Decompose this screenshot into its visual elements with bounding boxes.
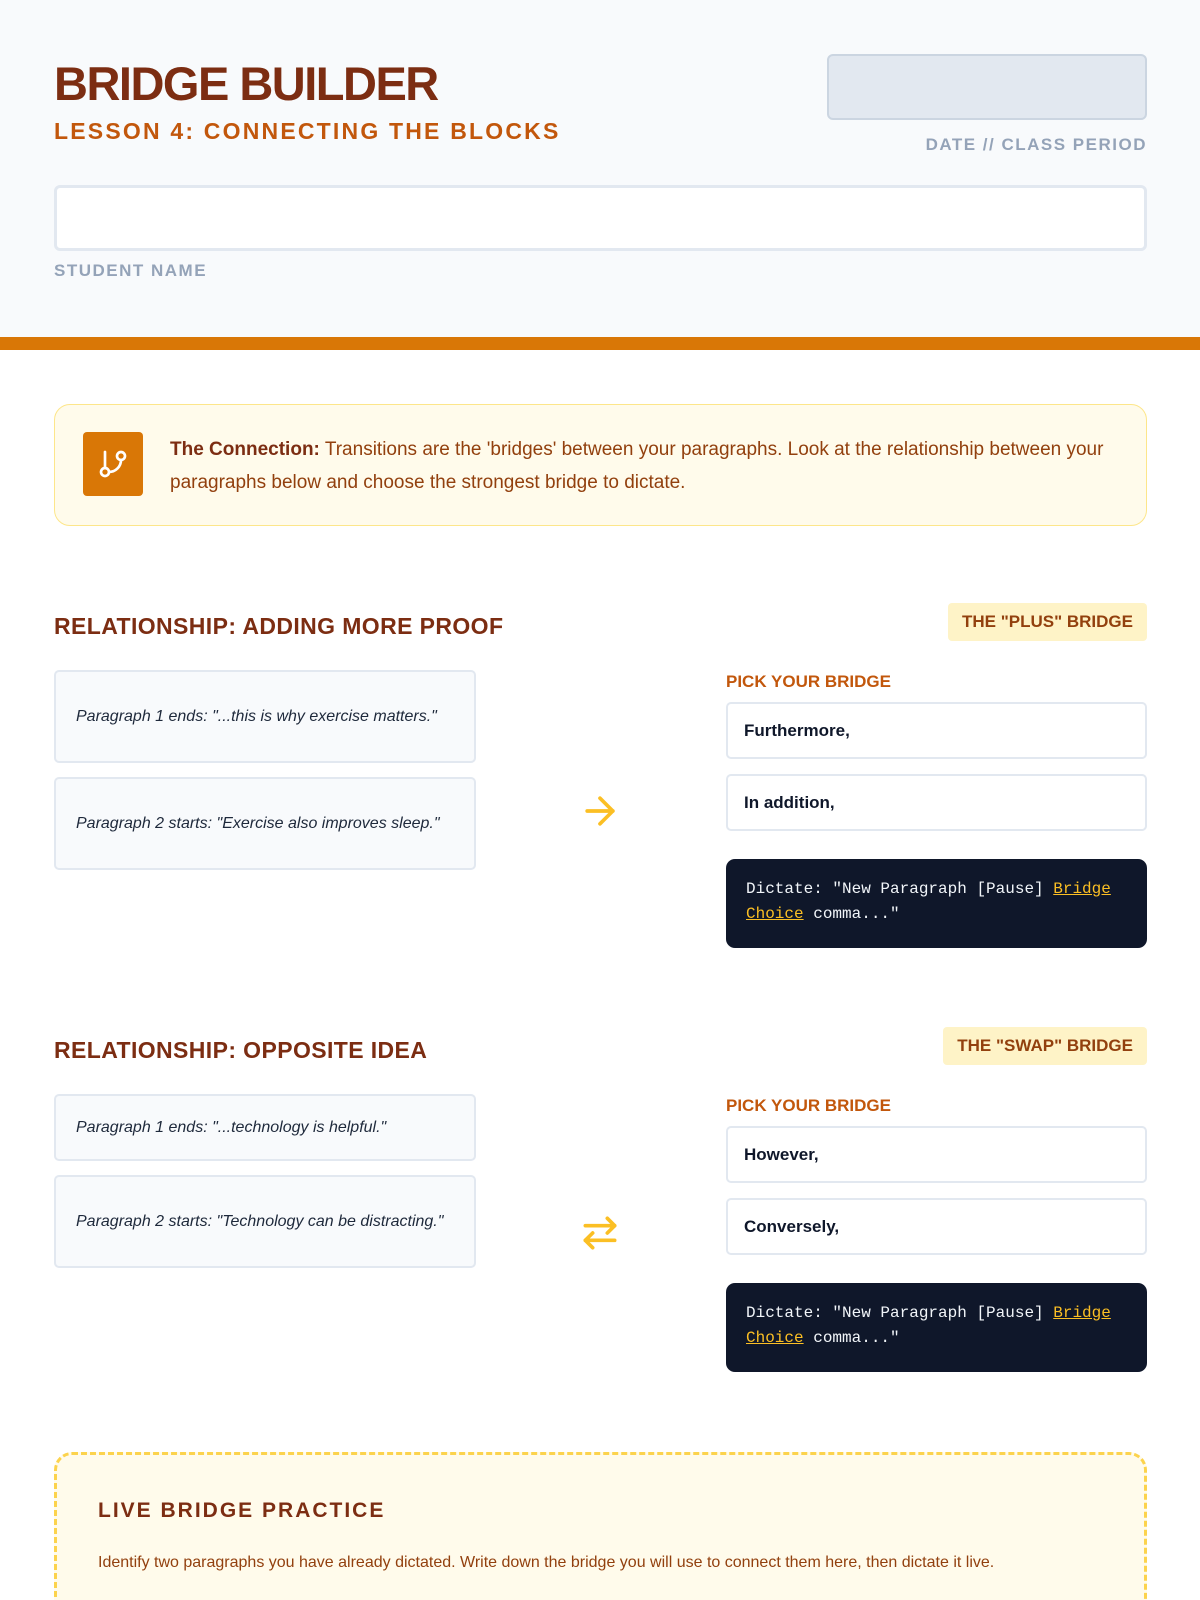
page-header bbox=[0, 0, 1200, 337]
paragraph-2-start: Paragraph 2 starts: "Technology can be distracting." bbox=[54, 1175, 476, 1268]
section-title: RELATIONSHIP: OPPOSITE IDEA bbox=[54, 1037, 428, 1063]
lesson-subtitle: LESSON 4: CONNECTING THE BLOCKS bbox=[54, 118, 561, 144]
practice-instructions: Identify two paragraphs you have already dictated. Write down the bridge you will use to connect them here, then dictate it live. bbox=[98, 1554, 995, 1571]
date-class-period-field[interactable] bbox=[827, 54, 1147, 120]
paragraph-1-end: Paragraph 1 ends: "...this is why exercise matters." bbox=[54, 670, 476, 763]
student-name-field[interactable] bbox=[54, 185, 1147, 251]
live-practice-box bbox=[54, 1452, 1147, 1600]
arrow-right-icon bbox=[578, 789, 622, 833]
dictate-highlight: Bridge Choice bbox=[746, 1304, 1111, 1347]
bridge-choice-option[interactable]: Conversely, bbox=[726, 1198, 1147, 1255]
git-branch-icon bbox=[83, 432, 143, 496]
bridge-choice-option[interactable]: In addition, bbox=[726, 774, 1147, 831]
connection-text bbox=[170, 433, 1110, 499]
dictate-prefix: Dictate: "New Paragraph [Pause] bbox=[746, 880, 1054, 898]
dictate-prefix: Dictate: "New Paragraph [Pause] bbox=[746, 1304, 1054, 1322]
page-title: BRIDGE BUILDER bbox=[54, 57, 438, 110]
dictate-script bbox=[726, 1283, 1147, 1372]
pick-your-bridge-label: PICK YOUR BRIDGE bbox=[726, 1096, 891, 1115]
swap-arrows-icon bbox=[578, 1211, 622, 1255]
connection-lead: The Connection: bbox=[170, 439, 320, 460]
bridge-choice-option[interactable]: Furthermore, bbox=[726, 702, 1147, 759]
bridge-choice-option[interactable]: However, bbox=[726, 1126, 1147, 1183]
practice-title: LIVE BRIDGE PRACTICE bbox=[98, 1499, 386, 1522]
bridge-type-badge: THE "PLUS" BRIDGE bbox=[948, 603, 1147, 641]
date-class-period-label: DATE // CLASS PERIOD bbox=[925, 135, 1147, 154]
section-adding-proof bbox=[54, 611, 1147, 951]
pick-your-bridge-label: PICK YOUR BRIDGE bbox=[726, 672, 891, 691]
connection-callout bbox=[54, 404, 1147, 526]
paragraph-2-start: Paragraph 2 starts: "Exercise also improves sleep." bbox=[54, 777, 476, 870]
bridge-type-badge: THE "SWAP" BRIDGE bbox=[943, 1027, 1147, 1065]
dictate-suffix: comma..." bbox=[803, 1329, 900, 1347]
student-name-label: STUDENT NAME bbox=[54, 261, 208, 280]
paragraph-1-end: Paragraph 1 ends: "...technology is helpful." bbox=[54, 1094, 476, 1161]
section-title: RELATIONSHIP: ADDING MORE PROOF bbox=[54, 613, 504, 639]
section-opposite-idea bbox=[54, 1035, 1147, 1375]
dictate-highlight: Bridge Choice bbox=[746, 880, 1111, 923]
header-accent-bar bbox=[0, 337, 1200, 350]
connection-body: Transitions are the 'bridges' between your paragraphs. Look at the relationship between your paragraphs below and choose the strongest bridge to dictate. bbox=[170, 439, 1104, 493]
dictate-suffix: comma..." bbox=[803, 905, 900, 923]
dictate-script bbox=[726, 859, 1147, 948]
